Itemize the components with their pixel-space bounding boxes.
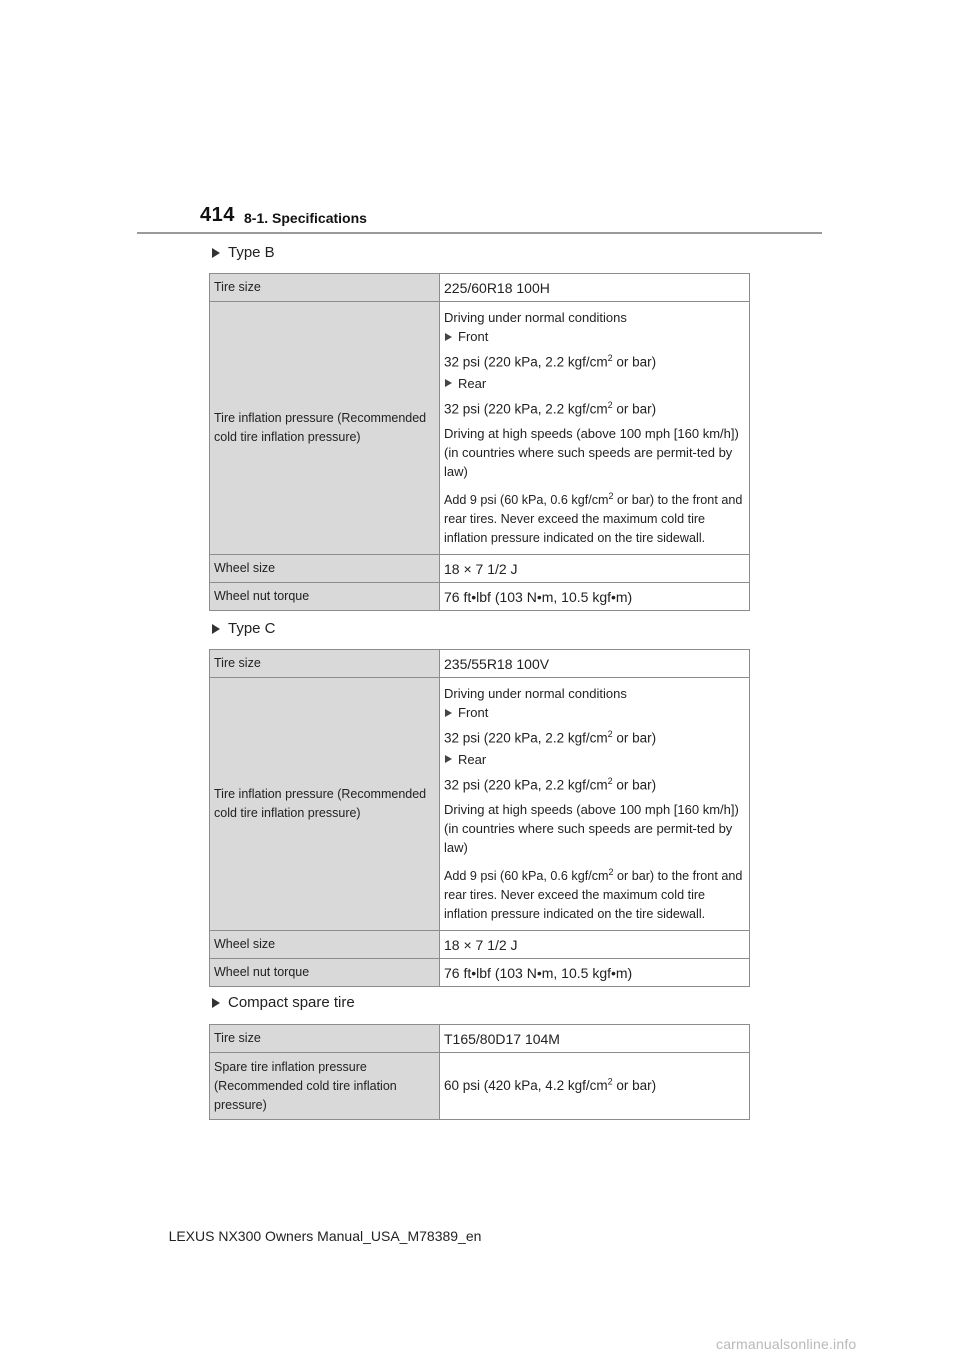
front-pressure xyxy=(444,347,745,374)
tire-size-label: Tire size xyxy=(210,650,440,678)
tire-pressure-value xyxy=(440,302,750,555)
tire-size-value: T165/80D17 104M xyxy=(440,1025,750,1053)
spare-pressure-text: 60 psi (420 kPa, 4.2 kgf/cm xyxy=(444,1078,608,1093)
wheel-nut-label: Wheel nut torque xyxy=(210,959,440,987)
type-c-heading-text: Type C xyxy=(228,620,276,637)
tire-size-value: 235/55R18 100V xyxy=(440,650,750,678)
type-b-heading xyxy=(212,244,275,261)
tire-size-value: 225/60R18 100H xyxy=(440,274,750,302)
triangle-bullet-icon xyxy=(212,248,220,258)
triangle-bullet-icon xyxy=(445,379,452,387)
normal-conditions-text: Driving under normal conditions xyxy=(444,686,627,701)
rear-label: Rear xyxy=(458,375,487,391)
triangle-bullet-icon xyxy=(212,624,220,634)
add-note-prefix: Add 9 psi (60 kPa, 0.6 kgf/cm xyxy=(444,493,609,508)
triangle-bullet-icon xyxy=(212,998,220,1008)
superscript: 2 xyxy=(607,1076,613,1087)
tire-pressure-label: Tire inflation pressure (Recommended cold tire inflation pressure) xyxy=(210,302,440,555)
rear-pressure-text: 32 psi (220 kPa, 2.2 kgf/cm xyxy=(444,401,608,416)
page-footer xyxy=(0,1228,960,1244)
spare-pressure-value xyxy=(440,1053,750,1120)
table-row xyxy=(210,274,750,302)
type-c-spec-table xyxy=(209,649,750,987)
unit-suffix: or bar) xyxy=(612,1078,657,1093)
unit-suffix: or bar) xyxy=(612,730,657,746)
front-pressure xyxy=(444,723,745,750)
tire-pressure-value xyxy=(440,678,750,931)
rear-pressure xyxy=(444,770,745,797)
header-rule xyxy=(137,232,822,234)
unit-suffix: or bar) xyxy=(612,401,657,416)
triangle-bullet-icon xyxy=(445,755,452,763)
front-label: Front xyxy=(458,705,489,720)
table-row xyxy=(210,931,750,959)
table-row xyxy=(210,959,750,987)
tire-pressure-label: Tire inflation pressure (Recommended cold tire inflation pressure) xyxy=(210,678,440,931)
page-header xyxy=(200,204,822,234)
spare-pressure-label: Spare tire inflation pressure (Recommended cold tire inflation pressure) xyxy=(210,1053,440,1120)
add-note-prefix: Add 9 psi (60 kPa, 0.6 kgf/cm xyxy=(444,869,609,884)
table-row xyxy=(210,302,750,555)
spare-heading xyxy=(212,994,355,1011)
triangle-bullet-icon xyxy=(445,709,452,717)
add-pressure-note xyxy=(444,863,745,930)
add-note-suffix: or bar) to the front and rear tires. Never exceed the maximum cold tire inflation pressure indicated on the tire sidewall. xyxy=(444,869,743,922)
wheel-size-label: Wheel size xyxy=(210,555,440,583)
rear-pressure xyxy=(444,394,745,421)
watermark: carmanualsonline.info xyxy=(716,1336,857,1352)
tire-size-label: Tire size xyxy=(210,274,440,302)
page-number: 414 xyxy=(200,204,235,226)
section-title: 8-1. Specifications xyxy=(244,210,367,226)
table-row xyxy=(210,583,750,611)
footer-text: LEXUS NX300 Owners Manual_USA_M78389_en xyxy=(168,1228,482,1244)
front-subheading xyxy=(444,327,745,346)
wheel-nut-value: 76 ft•lbf (103 N•m, 10.5 kgf•m) xyxy=(440,959,750,987)
rear-pressure-text: 32 psi (220 kPa, 2.2 kgf/cm xyxy=(444,777,608,792)
superscript: 2 xyxy=(607,775,613,786)
superscript: 2 xyxy=(607,353,613,363)
high-speed-note: Driving at high speeds (above 100 mph [160 km/h]) (in countries where such speeds are permit-ted by law) xyxy=(444,802,739,855)
superscript: 2 xyxy=(607,399,613,410)
table-row xyxy=(210,650,750,678)
wheel-size-value: 18 × 7 1/2 J xyxy=(440,555,750,583)
table-row xyxy=(210,1025,750,1053)
add-note-suffix: or bar) to the front and rear tires. Never exceed the maximum cold tire inflation pressure indicated on the tire sidewall. xyxy=(444,493,743,546)
rear-label: Rear xyxy=(458,751,487,767)
unit-suffix: or bar) xyxy=(612,354,657,370)
high-speed-note: Driving at high speeds (above 100 mph [160 km/h]) (in countries where such speeds are permit-ted by law) xyxy=(444,426,739,479)
table-row xyxy=(210,678,750,931)
type-c-heading xyxy=(212,620,276,637)
wheel-size-value: 18 × 7 1/2 J xyxy=(440,931,750,959)
front-pressure-text: 32 psi (220 kPa, 2.2 kgf/cm xyxy=(444,354,608,370)
table-row xyxy=(210,555,750,583)
superscript: 2 xyxy=(607,729,613,739)
unit-suffix: or bar) xyxy=(612,777,657,792)
wheel-nut-label: Wheel nut torque xyxy=(210,583,440,611)
spare-spec-table xyxy=(209,1024,750,1120)
add-pressure-note xyxy=(444,487,745,554)
triangle-bullet-icon xyxy=(445,333,452,341)
normal-conditions-text: Driving under normal conditions xyxy=(444,310,627,325)
rear-subheading xyxy=(444,750,745,769)
wheel-nut-value: 76 ft•lbf (103 N•m, 10.5 kgf•m) xyxy=(440,583,750,611)
superscript: 2 xyxy=(608,867,614,877)
front-subheading xyxy=(444,703,745,722)
rear-subheading xyxy=(444,374,745,393)
type-b-heading-text: Type B xyxy=(228,244,275,261)
wheel-size-label: Wheel size xyxy=(210,931,440,959)
front-label: Front xyxy=(458,329,489,344)
spare-heading-text: Compact spare tire xyxy=(228,994,355,1011)
type-b-spec-table xyxy=(209,273,750,611)
front-pressure-text: 32 psi (220 kPa, 2.2 kgf/cm xyxy=(444,730,608,746)
superscript: 2 xyxy=(608,491,614,501)
table-row xyxy=(210,1053,750,1120)
tire-size-label: Tire size xyxy=(210,1025,440,1053)
